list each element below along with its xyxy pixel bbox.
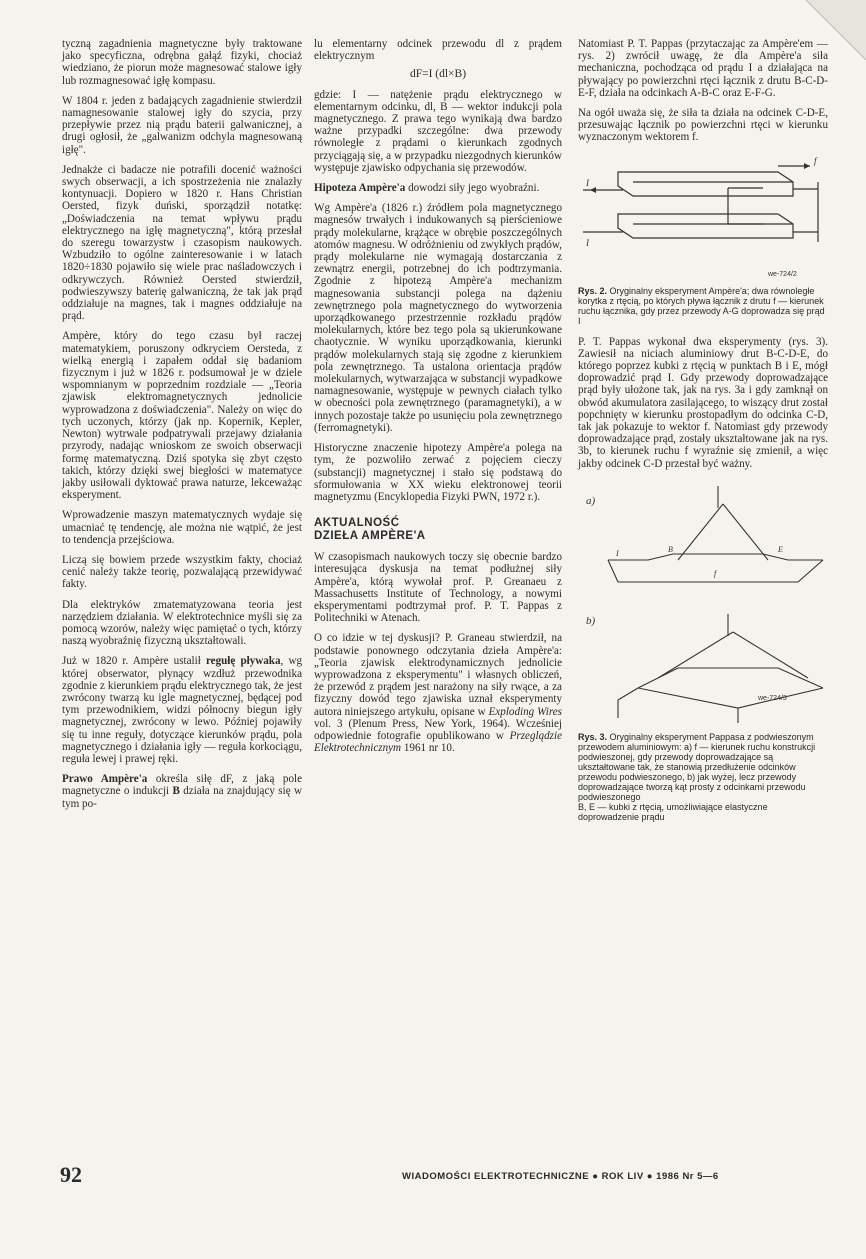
text-run: vol. 3 (Plenum Press, New York, 1964). Wcześniej odpowiednie fotografie opublikowano w: [314, 717, 562, 742]
paragraph: Jednakże ci badacze nie potrafili docenić ważności swych obserwacji, a ich spostrzeżenia nie znalazły kontynuacji. Dopiero w 1820 r. Hans Christian Oersted, fizyk duński, sporządził notatkę: „Doświadczenia na temat wpływu prądu elektrycznego na igłę magnetyczną", którą przesłał do szeregu towarzystw i czasopism naukowych. Wzbudziło to ogólne zainteresowanie i w latach 1820÷1830 pojawiło się wiele prac naśladowczych i odkrywczych. Również Oersted stwierdził, podwieszywszy baterię galwaniczną, że tak jak prąd oddziałuje na magnes, tak i magnes oddziałuje na prąd.: [62, 163, 302, 323]
figure-3-diagram: [578, 478, 828, 728]
svg-text:I: I: [586, 177, 589, 188]
svg-text:f: f: [814, 155, 817, 166]
caption-text: Oryginalny eksperyment Ampère'a; dwa równoległe korytka z rtęcią, po których pływa łącznik z drutu f — kierunek ruchu łącznika, gdy przez przewody A-G doprowadza się prąd I: [578, 285, 825, 326]
paragraph: W czasopismach naukowych toczy się obecnie bardzo interesująca dyskusja na temat podłużnej siły Ampère'a, którą wywołał prof. P. Greanaeu z Massachusetts Institute of Technology, a nowymi eksperymentami podtrzymał prof. P. T. Pappas z Politechniki w Atenach.: [314, 551, 562, 625]
page-number: 92: [60, 1162, 82, 1187]
svg-text:I: I: [586, 237, 589, 248]
paragraph: Natomiast P. T. Pappas (przytaczając za Ampère'em — rys. 2) zwrócił uwagę, że dla Ampère'a siła mechaniczna, pochodząca od prądu I a działająca na pływający po powierzchni rtęci łącznik z drutu B-C-D-E-F, działa na odcinkach A-B-C oraz E-F-G.: [578, 38, 828, 99]
paragraph: lu elementarny odcinek przewodu dl z prądem elektrycznym: [314, 38, 562, 63]
figure-code: we-724/2: [768, 270, 797, 278]
text-run: O co idzie w tej dyskusji? P. Graneau stwierdził, na podstawie ponownego odczytania dzieła Ampère'a: „Teoria zjawisk elektrodynamicznych jednolicie wyprowadzona z eksperymentu" i własnych obliczeń, że przewód z prądem jest narażony na siły rwące, a za fizyczny dowód tego zjawiska uznał eksperymenty autora niniejszego artykułu, opisane w: [314, 632, 562, 718]
text-run: dowodzi siły jego wyobraźni.: [405, 182, 540, 195]
paragraph: Na ogół uważa się, że siła ta działa na odcinek C-D-E, przesuwając łącznik po powierzchni rtęci w kierunku wyznaczonym wektorem f.: [578, 107, 828, 144]
figure-2-caption: [578, 286, 828, 326]
section-heading: [314, 517, 562, 543]
text-run: 1961 nr 10.: [401, 742, 455, 755]
folded-corner: [806, 0, 866, 60]
figure-3b-label: b): [586, 614, 596, 627]
svg-text:E: E: [778, 544, 783, 554]
paragraph: W 1804 r. jeden z badających zagadnienie stwierdził namagnesowanie stalowej igły do szycia, przy przepływie przez nią prądu baterii galwanicznej, a drugi ogłosił, że „galwanizm odchyla magnesowaną igłę".: [62, 94, 302, 156]
caption-text: B, E — kubki z rtęcią, umożliwiające elastyczne doprowadzenie prądu: [578, 801, 768, 822]
paragraph: Dla elektryków zmatematyzowana teoria jest narzędziem działania. W elektrotechnice myśli się za pomocą wzorów, należy więc pamiętać o tych, którzy naszą wyobraźnię fizyczną ukształtowali.: [62, 598, 302, 648]
page-footer: [0, 1162, 866, 1192]
text-run: określa siłę dF, z jaką pole magnetyczne o indukcji: [62, 773, 303, 798]
svg-text:I: I: [616, 548, 619, 558]
paragraph: Historyczne znaczenie hipotezy Ampère'a polega na tym, że pozwoliło zerwać z pojęciem cieczy (substancji) magnetycznej i stało się podstawą do sformułowania w XX wieku elektronowej teorii magnetyzmu (Encyklopedia Fizyki PWN, 1972 r.).: [314, 442, 562, 503]
caption-label: Rys. 2.: [578, 285, 608, 296]
paragraph: [314, 182, 562, 194]
term-bold: regułę pływaka: [205, 655, 281, 668]
paragraph: tyczną zagadnienia magnetyczne były traktowane jako specyficzna, odrębna gałąź fizyki, chociaż wiedziano, że piorun może magnesować stalowe igły lub rozmagnesować igłę kompasu.: [62, 38, 302, 87]
book-title: Exploding Wires: [488, 705, 562, 718]
paragraph: [62, 655, 302, 765]
paragraph: P. T. Pappas wykonał dwa eksperymenty (rys. 3). Zawiesił na niciach aluminiowy drut B-C-D-E, do którego poprzez kubki z rtęcią w punktach B i E, mógł doprowadzić prąd I. Gdy przewody doprowadzające prąd były ułożone tak, jak na rys. 3a i gdy zamknął on obwód akumulatora zasilającego, to wiszący drut został popchnięty w kierunku prostopadłym do odcinka C-D, tak jak pokazuje to wektor f. Natomiast gdy przewody doprowadzające prąd, zostały ukształtowane jak na rys. 3b, to kierunek ruchu f wyraźnie się zmienił, a więc jakby odcinek C-D przestał być ważny.: [578, 335, 828, 470]
text-run: działa na znajdujący się w tym po-: [62, 785, 302, 810]
paragraph: Ampère, który do tego czasu był raczej matematykiem, poruszony odkryciem Oersteda, z wielką energią i zapałem oddał się badaniom fizycznym i już w 1826 r. podsumował je w dziele wspomnianym w poprzednim rozdziale — „Teoria zjawisk elektromagnetycznych jednolicie wyprowadzona z doświadczenia". Należy on więc do tych uczonych, którzy (jak np. Kopernik, Kepler, Newton) wytrwale podpatrywali przejawy działania przyrody, nadając wnioskom ze swoich obserwacji formę matematyczną. Dziś spotyka się zbyt często takich, którzy dzięki swej biegłości w matematyce jakby usiłowali dyktować prawa naturze, lekceważąc eksperyment.: [62, 330, 302, 502]
figure-3a-label: a): [586, 494, 596, 507]
text-run: Już w 1820 r. Ampère ustalił: [62, 655, 206, 668]
term-bold: Hipoteza Ampère'a: [314, 182, 406, 195]
journal-title: Przeglądzie Elektrotechnicznym: [314, 729, 562, 755]
formula: dF=I (dl×B): [409, 68, 467, 81]
figure-2-diagram: [578, 152, 828, 282]
heading-line: DZIEŁA AMPÈRE'A: [314, 530, 426, 543]
paragraph: Liczą się bowiem przede wszystkim fakty, chociaż cenić należy także teorię, pozwalającą przewidywać fakty.: [62, 553, 302, 591]
heading-line: AKTUALNOŚĆ: [314, 517, 400, 530]
figure-code: we-724/3: [758, 694, 787, 702]
paragraph: Wprowadzenie maszyn matematycznych wydaje się umacniać tę tendencję, ale można nie wątpić, że jest to tendencja przejściowa.: [62, 509, 302, 546]
column-2: [314, 38, 562, 762]
column-1: [62, 38, 302, 818]
svg-text:f: f: [714, 568, 717, 578]
journal-footer: WIADOMOŚCI ELEKTROTECHNICZNE ● ROK LIV ● 1986 Nr 5—6: [402, 1171, 719, 1182]
caption-text: Oryginalny eksperyment Pappasa z podwieszonym przewodem aluminiowym: a) f — kierunek ruchu konstrukcji podwieszonej, gdy przewody doprowadzające są ukształtowane tak, że stanowią przedłużenie odcinków przewodu podwieszonego, b) jak wyżej, lecz przewody doprowadzające tworzą kąt prosty z odcinkami przewodu podwieszonego: [578, 731, 816, 802]
paragraph: Wg Ampère'a (1826 r.) źródłem pola magnetycznego magnesów trwałych i indukowanych są pierścieniowe prądy molekularne, krążące w obrębie poszczególnych atomów magnesu. W odróżnieniu od zwykłych prądów, prądy molekularne nie wymagają dostarczania z zewnątrz energii, potrzebnej do ich podtrzymania. Zgodnie z hipotezą Ampère'a mechanizm magnesowania substancji polega na dążeniu zewnętrznego pola magnetycznego do wytworzenia uporządkowanego przestrzennie rozkładu prądów molekularnych, które bez tego pola są ukierunkowane chaotycznie. W wyniku uporządkowania, kierunki prądów molekularnych stają się zgodne z kierunkiem pola zewnętrznego. Ta ustalona orientacja prądów molekularnych, wytwarzająca w substancji wypadkowe namagnesowanie, występuje w pewnych ciałach tylko w obecności pola zewnętrznego (paramagnetyki), a w innych pozostaje także po usunięciu pola zewnętrznego (ferromagnetyki).: [314, 202, 562, 434]
caption-label: Rys. 3.: [578, 731, 608, 742]
text-run: , wg której obserwator, płynący wzdłuż przewodnika zgodnie z kierunkiem prądu elektrycznego tak, że jest zwrócony twarzą ku igle magnetycznej, będącej pod tym przewodnikiem, widzi północny biegun igły magnetycznej, zwrócony w lewo. Później pojawiły się tu inne reguły, dotyczące kierunków prądu, pola magnetycznego i działania igły — reguła korkociągu, reguła lewej i prawej ręki.: [62, 655, 303, 765]
paragraph: [314, 632, 562, 754]
paragraph: gdzie: I — natężenie prądu elektrycznego w elementarnym odcinku, dl, B — wektor indukcji pola magnetycznego. Z prawa tego wynikają dwa bardzo ważne przypadki szczególne: dwa przewody równoległe z prądami o kierunkach zgodnych przyciągają się, a w przypadku niezgodnych kierunków występuje zjawisko odpychania się przewodów.: [314, 88, 562, 174]
figure-3-caption: [578, 732, 828, 822]
term-bold: Prawo Ampère'a: [62, 773, 148, 786]
paragraph: [62, 773, 302, 810]
column-3: [578, 38, 828, 832]
svg-text:B: B: [668, 544, 673, 554]
term-bold: B: [172, 785, 180, 798]
